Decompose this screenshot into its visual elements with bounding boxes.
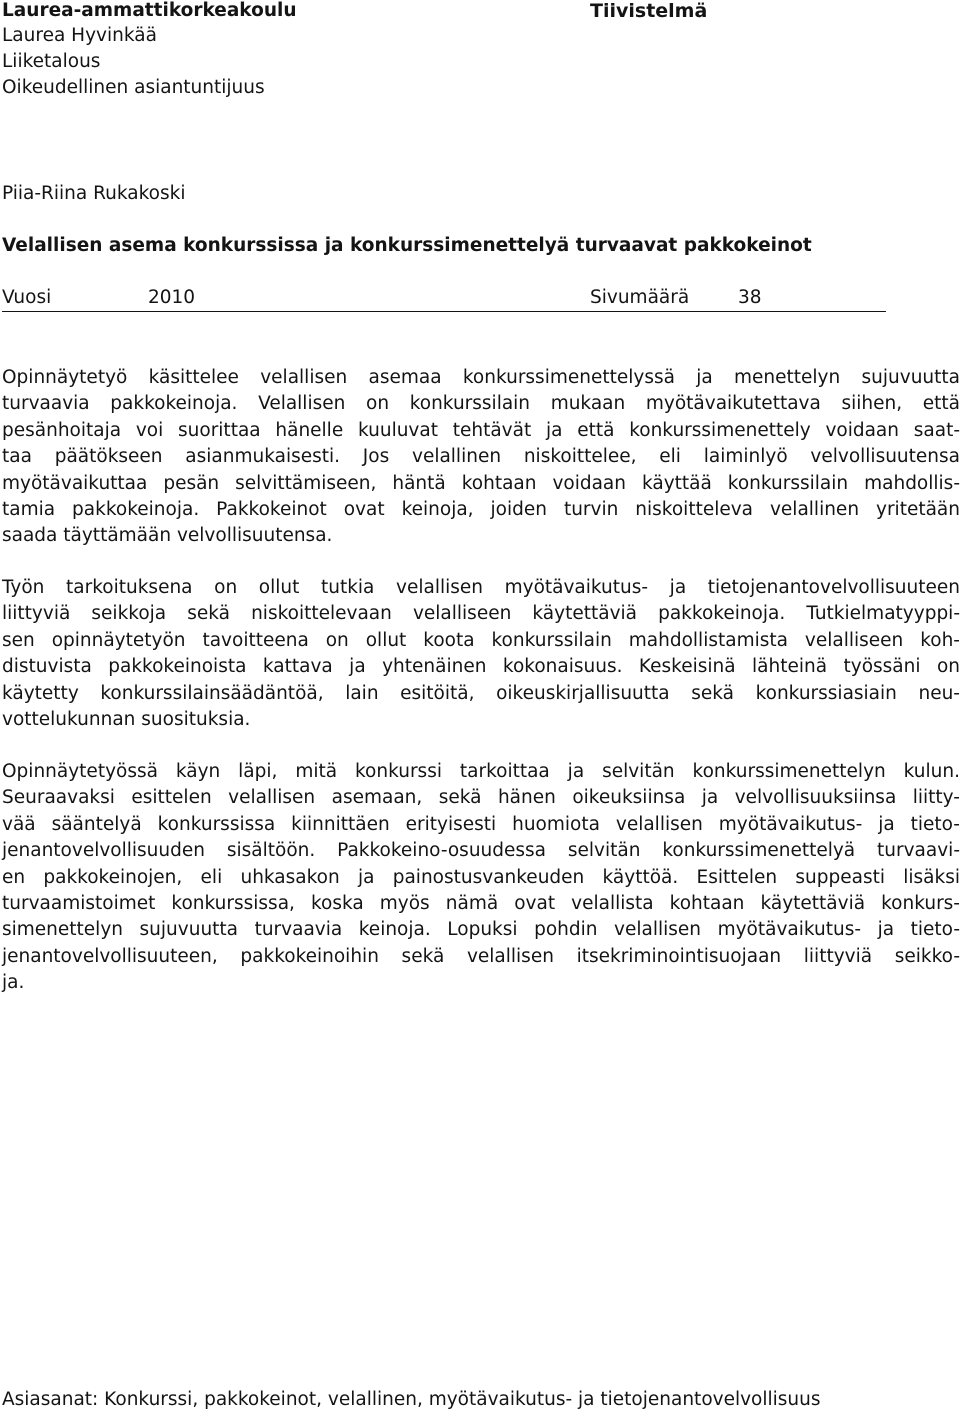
paragraph-line: jenantovelvollisuuden sisältöön. Pakkokeino-osuudessa selvitän konkurssimenettelyä turvaavi- (2, 840, 960, 862)
paragraph-line: Työn tarkoituksena on ollut tutkia velallisen myötävaikutus- ja tietojenantovelvollisuuteen (2, 577, 960, 598)
keywords: Asiasanat: Konkurssi, pakkokeinot, velallinen, myötävaikutus- ja tietojenantovelvollisuus (2, 1389, 821, 1410)
paragraph-line: tamia pakkokeinoja. Pakkokeinot ovat keinoja, joiden turvin niskoitteleva velallinen yritetään (2, 499, 960, 521)
author-name: Piia-Riina Rukakoski (2, 183, 186, 204)
abstract-paragraph-1 (2, 365, 960, 550)
year-value: 2010 (148, 287, 196, 308)
paragraph-line: saada täyttämään velvollisuutensa. (2, 525, 333, 547)
document-type-heading: Tiivistelmä (590, 0, 708, 22)
paragraph-line: Opinnäytetyössä käyn läpi, mitä konkurssi tarkoittaa ja selvitän konkurssimenettelyn kulun. (2, 761, 960, 782)
paragraph-line: ja. (2, 972, 25, 994)
paragraph-line: sen opinnäytetyön tavoitteena on ollut koota konkurssilain mahdollistamista velalliseen koh- (2, 629, 960, 651)
paragraph-line: myötävaikuttaa pesän selvittämiseen, häntä kohtaan voidaan käyttää konkurssilain mahdollis- (2, 472, 960, 494)
specialisation: Oikeudellinen asiantuntijuus (2, 77, 265, 98)
meta-row (2, 285, 886, 312)
pages-label: Sivumäärä (590, 287, 690, 308)
pages-value: 38 (738, 287, 762, 308)
paragraph-line: turvaamistoimet konkurssissa, koska myös nämä ovat velallista kohtaan käytettäviä konkurs- (2, 893, 960, 915)
thesis-title: Velallisen asema konkurssissa ja konkurssimenettelyä turvaavat pakkokeinot (2, 235, 812, 256)
paragraph-line: vottelukunnan suosituksia. (2, 709, 251, 731)
paragraph-line: distuvista pakkokeinoista kattava ja yhtenäinen kokonaisuus. Keskeisinä lähteinä työssäni on (2, 656, 960, 678)
paragraph-line: vää sääntelyä konkurssissa kiinnittäen erityisesti huomiota velallisen myötävaikutus- ja tieto- (2, 813, 960, 835)
paragraph-line: en pakkokeinojen, eli uhkasakon ja painostusvankeuden käyttöä. Esittelen suppeasti lisäksi (2, 866, 960, 888)
abstract-paragraph-2 (2, 575, 960, 733)
abstract-paragraph-3 (2, 759, 960, 997)
paragraph-line: liittyviä seikkoja sekä niskoittelevaan velalliseen käytettäviä pakkokeinoja. Tutkielmatyyppi- (2, 603, 960, 625)
paragraph-line: Opinnäytetyö käsittelee velallisen asemaa konkurssimenettelyssä ja menettelyn sujuvuutta (2, 367, 960, 388)
paragraph-line: turvaavia pakkokeinoja. Velallisen on konkurssilain mukaan myötävaikutettava siihen, että (2, 393, 960, 415)
year-label: Vuosi (2, 287, 52, 308)
paragraph-line: taa päätökseen asianmukaisesti. Jos velallinen niskoittelee, eli laiminlyö velvollisuutensa (2, 446, 960, 468)
degree-programme: Liiketalous (2, 51, 101, 72)
paragraph-line: käytetty konkurssilainsäädäntöä, lain esitöitä, oikeuskirjallisuutta sekä konkurssiasiain neu- (2, 682, 960, 704)
paragraph-line: jenantovelvollisuuteen, pakkokeinoihin sekä velallisen itsekriminointisuojaan liittyviä seikko- (2, 945, 960, 967)
paragraph-line: simenettelyn sujuvuutta turvaavia keinoja. Lopuksi pohdin velallisen myötävaikutus- ja tieto- (2, 919, 960, 941)
paragraph-line: Seuraavaksi esittelen velallisen asemaan, sekä hänen oikeuksiinsa ja velvollisuuksiinsa liitty- (2, 787, 960, 809)
paragraph-line: pesänhoitaja voi suorittaa hänelle kuuluvat tehtävät ja että konkurssimenettely voidaan saat- (2, 419, 960, 441)
institution-name: Laurea-ammattikorkeakoulu (2, 0, 297, 21)
campus-name: Laurea Hyvinkää (2, 25, 157, 46)
